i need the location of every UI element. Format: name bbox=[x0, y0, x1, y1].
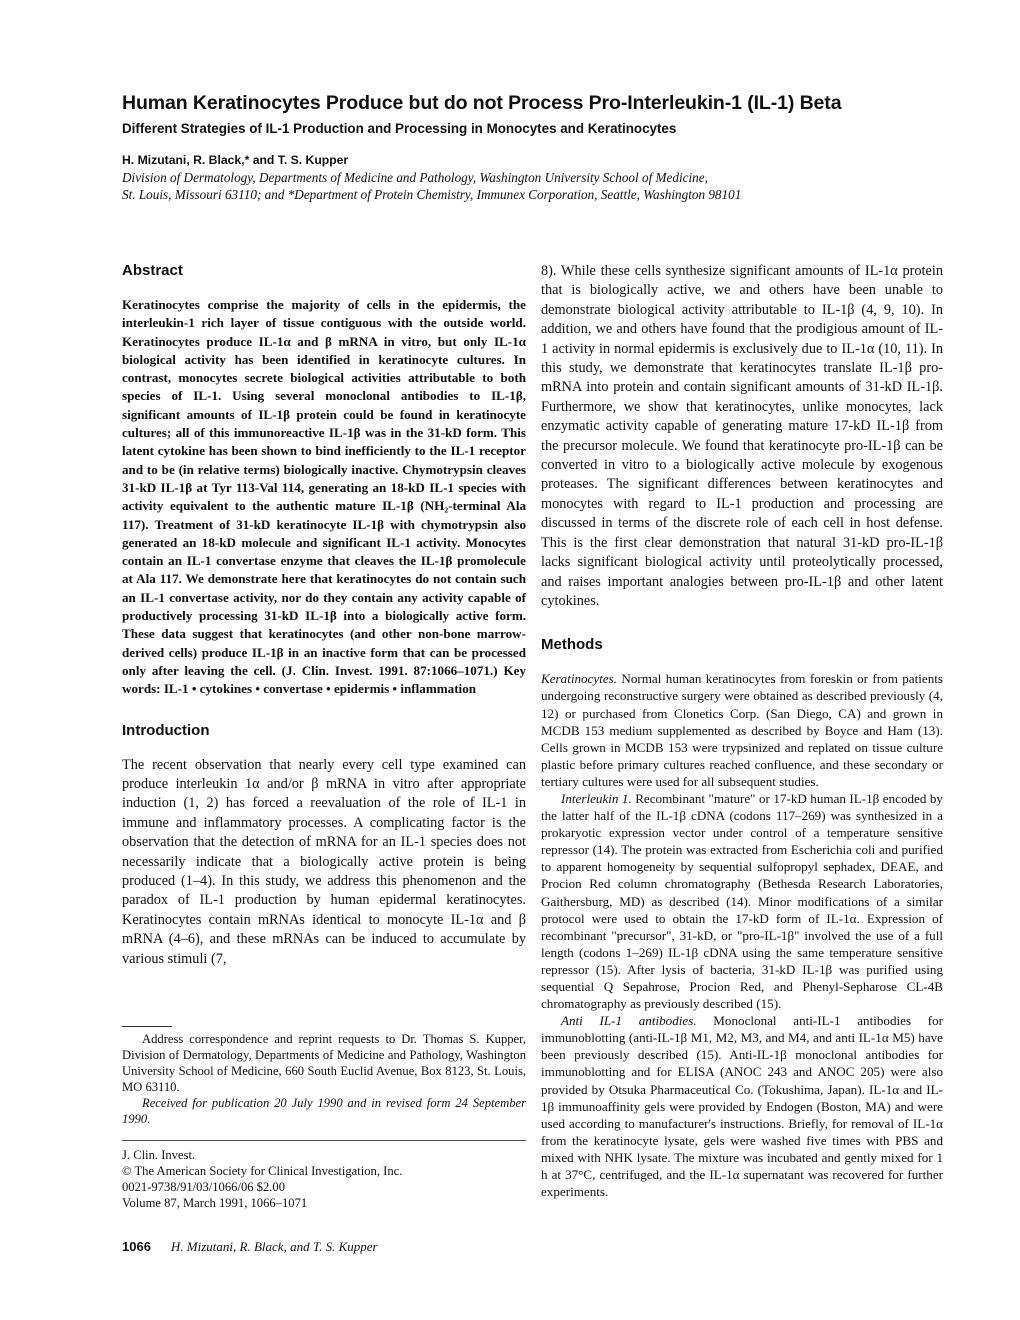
page-number: 1066 bbox=[122, 1239, 151, 1254]
keratinocytes-text: Normal human keratinocytes from foreskin or from patients undergoing reconstructive surgery were obtained as described previously (4, 12) or purchased from Clonetics Corp. (San Diego, CA) and grown in MCDB 153 medium supplemented as described by Boyce and Ham (13). Cells grown in MCDB 153 were trypsinized and replated on tissue culture plastic before primary cultures reached confluence, and these secondary or tertiary cultures were used for all subsequent studies. bbox=[541, 671, 943, 789]
abstract-text: Keratinocytes comprise the majority of cells in the epidermis, the interleukin-1 rich layer of tissue contiguous with the outside world. Keratinocytes produce IL-1α and β mRNA in vitro, but only IL-1α biological activity has been identified in keratinocyte cultures. In contrast, monocytes secrete biological activities attributable to both species of IL-1. Using several monoclonal antibodies to IL-1β, significant amounts of IL-1β protein could be found in keratinocyte cultures; all of this immunoreactive IL-1β was in the 31-kD form. This latent cytokine has been shown to bind inefficiently to the IL-1 receptor and to be (in relative terms) biologically inactive. Chymotrypsin cleaves 31-kD IL-1β at Tyr 113-Val 114, generating an 18-kD IL-1 species with activity equivalent to the authentic mature IL-1β (NH₂-terminal Ala 117). Treatment of 31-kD keratinocyte IL-1β with chymotrypsin also generated an 18-kD molecule and significant IL-1 activity. Monocytes contain an IL-1 convertase enzyme that cleaves the IL-1β promolecule at Ala 117. We demonstrate here that keratinocytes do not contain such an IL-1 convertase activity, nor do they contain any activity capable of productively processing 31-kD IL-1β into a biologically active form. These data suggest that keratinocytes (and other non-bone marrow-derived cells) produce IL-1β in an inactive form that can be processed only after leaving the cell. (J. Clin. Invest. 1991. 87:1066–1071.) Key words: IL-1 • cytokines • convertase • epidermis • inflammation bbox=[122, 297, 526, 697]
keratinocytes-subheading: Keratinocytes. bbox=[541, 671, 617, 687]
running-authors: H. Mizutani, R. Black, and T. S. Kupper bbox=[170, 1239, 378, 1254]
interleukin-subheading: Interleukin 1. bbox=[561, 790, 632, 806]
author-list: H. Mizutani, R. Black,* and T. S. Kupper bbox=[122, 153, 349, 167]
antibodies-text: Monoclonal anti-IL-1 antibodies for immunoblotting (anti-IL-1β M1, M2, M3, and M4, and anti IL-1α M5) have been previously described (15). Anti-IL-1β monoclonal antibodies for immunoblotting and for ELISA (ANOC 243 and ANOC 205) were also provided by Otsuka Pharmaceutical Co. (Tokushima, Japan). IL-1α and IL-1β immunoaffinity gels were provided by Endogen (Boston, MA) and were used according to manufacturer's instructions. Briefly, for removal of IL-1α from the keratinocyte lysate, gels were washed five times with PBS and mixed with NHK lysate. The mixture was incubated and gently mixed for 1 h at 37°C, centrifuged, and the IL-1α supernatant was recovered for further experiments. bbox=[541, 1013, 943, 1200]
introduction-continued: 8). While these cells synthesize significant amounts of IL-1α protein that is biologically active, we and others have been unable to demonstrate biological activity attributable to IL-1β (4, 9, 10). In addition, we and others have found that the prodigious amount of IL-1 activity in normal epidermis is exclusively due to IL-1α (10, 11). In this study, we demonstrate that keratinocytes translate IL-1β pro-mRNA into protein and contain significant amounts of 31-kD IL-1β. Furthermore, we show that keratinocytes, unlike monocytes, lack enzymatic activity capable of generating mature 17-kD IL-1β from the precursor molecule. We found that keratinocyte pro-IL-1β can be converted in vitro to a biologically active molecule by exogenous proteases. The significant differences between keratinocytes and monocytes with regard to IL-1 production and processing are discussed in terms of the discrete role of each cell in host defense. This is the first clear demonstration that natural 31-kD pro-IL-1β lacks significant biological activity until proteolytically processed, and raises important analogies between pro-IL-1β and other latent cytokines. bbox=[541, 263, 943, 609]
volume-line: Volume 87, March 1991, 1066–1071 bbox=[122, 1196, 308, 1211]
copyright-line: © The American Society for Clinical Investigation, Inc. bbox=[122, 1164, 403, 1179]
affiliation-line-1: Division of Dermatology, Departments of Medicine and Pathology, Washington University School of Medicine, bbox=[122, 170, 708, 185]
journal-info bbox=[122, 1147, 526, 1211]
journal-name: J. Clin. Invest. bbox=[122, 1148, 196, 1162]
methods-keratinocytes bbox=[541, 670, 943, 790]
left-column bbox=[122, 262, 526, 969]
journal-rule bbox=[122, 1140, 526, 1141]
methods-interleukin bbox=[541, 790, 943, 1012]
abstract-heading: Abstract bbox=[122, 262, 183, 279]
correspondence-note: Address correspondence and reprint requests to Dr. Thomas S. Kupper, Division of Dermatology, Departments of Medicine and Pathology, Washington University School of Medicine, 660 South Euclid Avenue, Box 8123, St. Louis, MO 63110. bbox=[122, 1032, 526, 1095]
antibodies-subheading: Anti IL-1 antibodies. bbox=[561, 1013, 697, 1029]
article-subtitle: Different Strategies of IL-1 Production and Processing in Monocytes and Keratinocytes bbox=[122, 121, 677, 136]
methods-heading: Methods bbox=[541, 636, 603, 654]
introduction-text: The recent observation that nearly every cell type examined can produce interleukin 1α and/or β mRNA in vitro after appropriate induction (1, 2) has forced a reevaluation of the role of IL-1 in immune and inflammatory processes. A complicating factor is the observation that the detection of mRNA for an IL-1 species does not necessarily indicate that a biologically active protein is being produced (1–4). In this study, we address this phenomenon and the paradox of IL-1 production by human epidermal keratinocytes. Keratinocytes contain mRNAs identical to monocyte IL-1α and β mRNA (4–6), and these mRNAs can be induced to accumulate by various stimuli (7, bbox=[122, 756, 526, 967]
issn-line: 0021-9738/91/03/1066/06 $2.00 bbox=[122, 1180, 286, 1195]
interleukin-text: Recombinant "mature" or 17-kD human IL-1β encoded by the latter half of the IL-1β cDNA (codons 117–269) was synthesized in a prokaryotic expression vector under control of a temperature sensitive repressor (14). The protein was extracted from Escherichia coli and purified to apparent homogeneity by sequential sulfopropyl sephadex, DEAE, and Procion Red column chromatography (Bethesda Research Laboratories, Gaithersburg, MD) as described (14). Minor modifications of a similar protocol were used to obtain the 17-kD form of IL-1α. Expression of recombinant "precursor", 31-kD, or "pro-IL-1β" involved the use of a full length (codons 1–269) IL-1β cDNA using the same temperature sensitive repressor (15). After lysis of bacteria, 31-kD IL-1β was purified using sequential Q Sepahrose, Procion Red, and Phenyl-Sepharose CL-4B chromatography as previously described (15). bbox=[541, 790, 943, 1012]
footnote-rule bbox=[122, 1026, 172, 1027]
affiliation bbox=[122, 169, 922, 203]
footnote bbox=[122, 1031, 526, 1128]
received-note: Received for publication 20 July 1990 and in revised form 24 September 1990. bbox=[122, 1096, 526, 1127]
article-title: Human Keratinocytes Produce but do not Process Pro-Interleukin-1 (IL-1) Beta bbox=[122, 92, 842, 114]
affiliation-line-2: St. Louis, Missouri 63110; and *Department of Protein Chemistry, Immunex Corporation, Seattle, Washington 98101 bbox=[122, 187, 742, 202]
right-column bbox=[541, 262, 943, 1200]
page-footer bbox=[122, 1239, 378, 1255]
introduction-heading: Introduction bbox=[122, 721, 210, 739]
methods-antibodies bbox=[541, 1012, 943, 1200]
